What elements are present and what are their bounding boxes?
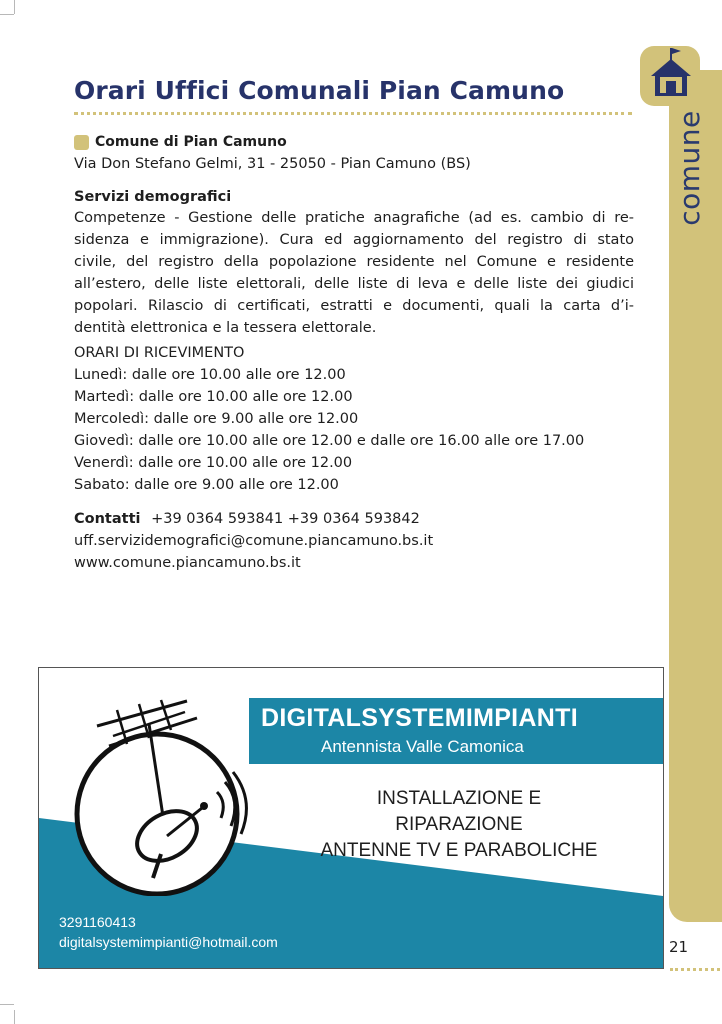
town-hall-icon xyxy=(647,46,695,100)
advertisement xyxy=(38,667,664,969)
office-heading xyxy=(74,134,287,150)
hours-line: Sabato: dalle ore 9.00 alle ore 12.00 xyxy=(74,477,339,493)
title-divider xyxy=(74,112,632,115)
office-name: Comune di Pian Camuno xyxy=(95,134,287,150)
contacts-label: Contatti xyxy=(74,511,141,527)
ad-service-line: INSTALLAZIONE E xyxy=(376,788,542,809)
description-line: popolari. Rilascio di certificati, estratti e documenti, quali la carta d’i- xyxy=(74,298,634,314)
ad-email[interactable]: digitalsystemimpianti@hotmail.com xyxy=(59,934,278,950)
ad-service-line: RIPARAZIONE xyxy=(395,814,523,835)
hours-line: Venerdì: dalle ore 10.00 alle ore 12.00 xyxy=(74,455,353,471)
ad-subtitle: Antennista Valle Camonica xyxy=(321,737,524,756)
hours-line: Giovedì: dalle ore 10.00 alle ore 12.00 e dalle ore 16.00 alle ore 17.00 xyxy=(74,433,585,449)
satellite-antenna-icon xyxy=(57,696,257,896)
crop-mark-left xyxy=(0,14,14,15)
hours-heading: ORARI DI RICEVIMENTO xyxy=(74,345,245,361)
opening-hours xyxy=(74,342,584,496)
bullet-icon xyxy=(74,135,89,150)
ad-phone[interactable]: 3291160413 xyxy=(59,914,136,930)
side-label: comune xyxy=(673,110,706,226)
hours-line: Mercoledì: dalle ore 9.00 alle ore 12.00 xyxy=(74,411,359,427)
service-heading: Servizi demografici xyxy=(74,189,232,205)
page-divider xyxy=(670,968,720,971)
ad-service-line: ANTENNE TV E PARABOLICHE xyxy=(320,840,598,861)
description-line: dentità elettronica e la tessera elettorale. xyxy=(74,320,377,336)
contact-phones[interactable]: +39 0364 593841 +39 0364 593842 xyxy=(151,511,420,527)
description-line: civile, del registro della popolazione residente nel Comune e residente xyxy=(74,254,634,270)
service-description xyxy=(74,207,634,339)
contact-email[interactable]: uff.servizidemografici@comune.piancamuno.bs.it xyxy=(74,533,434,549)
description-line: all’estero, delle liste elettorali, delle liste di leva e delle liste dei giudici xyxy=(74,276,634,292)
page-number: 21 xyxy=(669,938,689,956)
crop-mark-left-bottom xyxy=(0,1004,14,1005)
hours-line: Lunedì: dalle ore 10.00 alle ore 12.00 xyxy=(74,367,346,383)
contact-website[interactable]: www.comune.piancamuno.bs.it xyxy=(74,555,301,571)
description-line: sidenza e immigrazione). Cura ed aggiornamento del registro di stato xyxy=(74,232,634,248)
office-address: Via Don Stefano Gelmi, 31 - 25050 - Pian Camuno (BS) xyxy=(74,156,471,172)
crop-mark-top xyxy=(14,0,15,14)
contacts-line xyxy=(74,508,420,530)
hours-line: Martedì: dalle ore 10.00 alle ore 12.00 xyxy=(74,389,353,405)
crop-mark-bottom xyxy=(14,1010,15,1024)
ad-brand: DIGITALSYSTEMIMPIANTI xyxy=(261,704,578,732)
page-title: Orari Uffici Comunali Pian Camuno xyxy=(74,76,565,105)
description-line: Competenze - Gestione delle pratiche anagrafiche (ad es. cambio di re- xyxy=(74,210,634,226)
